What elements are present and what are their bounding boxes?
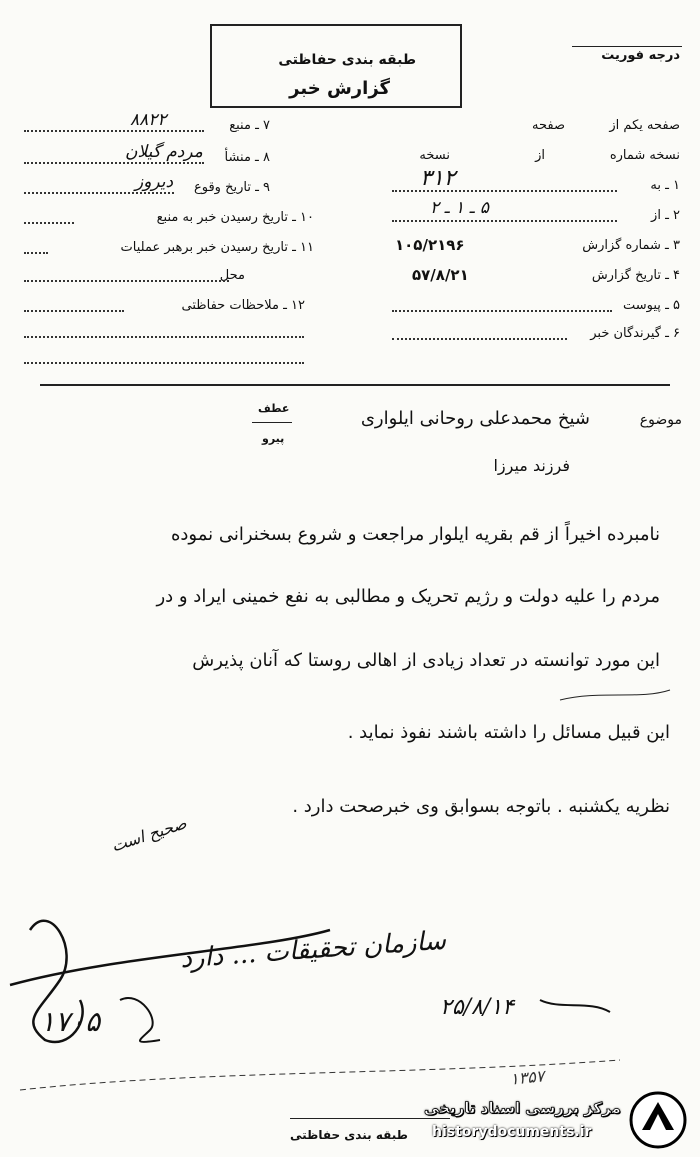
field-source-value: ۸۸۲۲ — [130, 110, 167, 130]
body-line-3: این مورد توانسته در تعداد زیادی از اهالی روستا که آنان پذیرش — [192, 650, 660, 671]
field-date-to-ops-label: ۱۱ ـ تاریخ رسیدن خبر برهبر عملیات — [120, 240, 314, 255]
margin-note: صحیح است — [108, 813, 189, 856]
handwritten-note-2: ۲۵/۸/۱۴ — [440, 995, 514, 1020]
field-from-label: ۲ ـ از — [651, 208, 680, 223]
field-remarks-label: ۱۲ ـ ملاحظات حفاظتی — [181, 298, 305, 313]
field-source-label: ۷ ـ منبع — [229, 118, 270, 133]
subject-label: موضوع — [639, 412, 682, 428]
field-report-date-value: ۵۷/۸/۲۱ — [412, 266, 469, 284]
field-page-suffix: صفحه — [532, 118, 565, 133]
field-copy-label: نسخه شماره — [609, 148, 680, 163]
field-recipients-label: ۶ ـ گیرندگان خبر — [590, 326, 680, 341]
body-line-5: نظریه یکشنبه . باتوجه بسوابق وی خبرصحت دارد . — [292, 796, 670, 817]
peyro-label: پیرو — [262, 432, 285, 445]
body-line-1: نامبرده اخیراً از قم بقریه ایلوار مراجعت و شروع بسخنرانی نموده — [170, 524, 660, 545]
field-copy-suffix: نسخه — [419, 148, 450, 163]
handwritten-note-4: ۱۳۵۷ — [509, 1066, 546, 1089]
handwritten-note-1: سازمان تحقیقات ... دارد — [179, 925, 448, 975]
archive-logo-icon — [628, 1090, 688, 1150]
field-report-no-value: ۱۰۵/۲۱۹۶ — [395, 236, 465, 254]
handwritten-note-3: ۱۷۰۵ — [40, 1005, 101, 1038]
field-to-label: ۱ ـ به — [650, 178, 680, 193]
field-page-label: صفحه یکم از — [609, 118, 680, 133]
field-date-occurred-value: دیروز — [135, 172, 174, 192]
priority-label: درجه فوریت — [601, 48, 680, 63]
field-origin-label: ۸ ـ منشأ — [224, 150, 270, 165]
field-date-to-source-label: ۱۰ ـ تاریخ رسیدن خبر به منبع — [156, 210, 314, 225]
stamp-title: گزارش خبر — [289, 78, 390, 99]
stamp-classification: طبقه بندی حفاظتی — [278, 52, 416, 68]
subject-line-2: فرزند میرزا — [493, 456, 570, 475]
footer-classification: طبقه بندی حفاظتی — [290, 1128, 408, 1142]
body-line-2: مردم را علیه دولت و رژیم تحریک و مطالبی به نفع خمینی ایراد و در — [156, 586, 660, 607]
field-report-date-label: ۴ ـ تاریخ گزارش — [591, 268, 680, 283]
field-attachment-label: ۵ ـ پیوست — [623, 298, 680, 313]
field-from-value: ۵ ـ ۱ ـ ۲ — [430, 198, 490, 218]
subject-line-1: شیخ محمدعلی روحانی ایلواری — [360, 408, 590, 429]
atf-label: عطف — [258, 402, 290, 415]
footer-divider — [290, 1118, 450, 1119]
field-to-value: ۳۱۲ — [420, 166, 456, 191]
watermark-line-2: historydocuments.ir — [432, 1124, 592, 1140]
body-line-4: این قبیل مسائل را داشته باشند نفوذ نماید . — [347, 722, 670, 743]
watermark-line-1: مرکز بررسی اسناد تاریخی — [424, 1099, 621, 1117]
field-origin-value: مردم گیلان — [125, 142, 203, 162]
field-copy-mid: از — [535, 148, 545, 163]
field-date-occurred-label: ۹ ـ تاریخ وقوع — [193, 180, 270, 195]
field-report-no-label: ۳ ـ شماره گزارش — [582, 238, 680, 253]
field-place-label: محل — [219, 268, 245, 283]
